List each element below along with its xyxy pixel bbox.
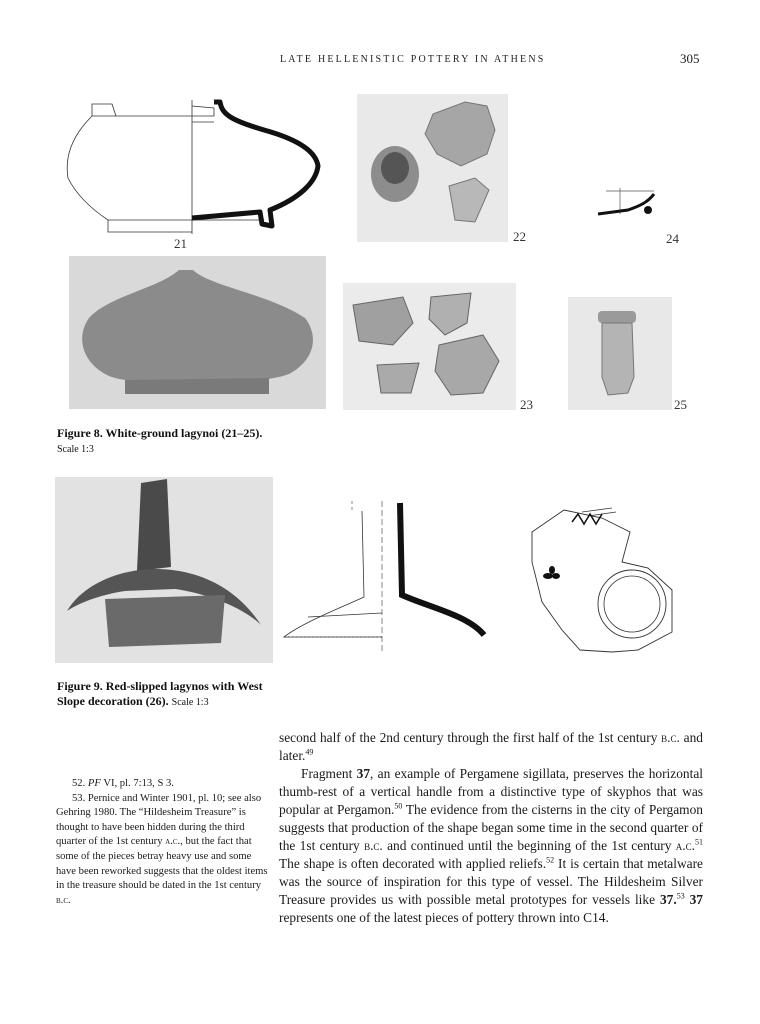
figure8-label: 22 [513, 229, 526, 244]
text-run: represents one of the latest pieces of pottery thrown into C14. [279, 910, 609, 925]
paragraph [279, 765, 703, 927]
figure8-photo-25 [568, 297, 672, 410]
footnote-52 [56, 777, 270, 792]
footnote-number: 52. [72, 778, 86, 789]
text-run: Fragment [301, 766, 353, 781]
footnote-53 [56, 792, 270, 909]
figure8-label: 24 [666, 231, 679, 246]
figure9-decoration-drawing [522, 502, 690, 670]
figure9-caption-scale: Scale 1:3 [171, 697, 209, 708]
body-text [279, 729, 703, 927]
figure8-photo-22 [357, 94, 508, 242]
page-number: 305 [680, 51, 700, 66]
figure9-caption-title: Figure 9. Red-slipped lagynos with West Slope decoration (26). [57, 679, 263, 708]
running-header: LATE HELLENISTIC POTTERY IN ATHENS [280, 54, 546, 65]
footnote-ref: 50 [394, 801, 403, 811]
text-run: , an example of Pergamene sigillata, preserves the horizontal thumb-rest of a vertical handle from a distinctive type of skyphos that was popular at Pergamon. [279, 766, 703, 817]
text-run: and continued until the beginning of the 1st century [387, 838, 672, 853]
abbrev-italic: PF [87, 778, 101, 789]
figure8-drawing-24 [592, 184, 662, 220]
figure8-caption-scale: Scale 1:3 [57, 444, 94, 455]
catalogue-ref: 37 [689, 892, 703, 907]
era-abbrev: b.c. [56, 894, 71, 906]
figure8-label: 21 [174, 236, 187, 251]
footnote-ref: 53 [676, 891, 685, 901]
figure8-caption-title: Figure 8. White-ground lagynoi (21–25). [57, 426, 263, 440]
footnote-ref: 49 [305, 747, 314, 757]
figure9-photo-26 [55, 477, 273, 663]
text-run: The evidence from the cisterns in the city of Pergamon suggests that production of the shape began some time in the second quarter of the 1st century [279, 802, 703, 853]
text-run: and later. [279, 730, 703, 763]
text-run: The shape is often decorated with applied reliefs. [279, 856, 547, 871]
figure8-label: 23 [520, 397, 533, 412]
figure8-photo-23 [343, 283, 516, 410]
paragraph [279, 729, 703, 765]
text-run: VI, pl. 7:13, S 3. [103, 778, 174, 789]
catalogue-ref: 37 [356, 766, 371, 781]
era-abbrev: b.c. [364, 838, 383, 853]
figure8-caption [57, 426, 267, 457]
era-abbrev: b.c. [661, 730, 680, 745]
figure9-caption [57, 679, 287, 710]
figure8-photo-21 [69, 256, 326, 409]
text-run: , but the fact that some of the pieces betray heavy use and some have been reworked suggests that the oldest items in the treasure should be dated in the 1st century [56, 836, 268, 892]
era-abbrev: a.c. [165, 836, 181, 848]
figure9-profile-drawing [278, 497, 494, 655]
text-run: It is certain that metalware was the source of inspiration for this type of vessel. The Hildesheim Silver Treasure provides us with possible metal prototypes for vessels like [279, 856, 703, 907]
figure8-label: 25 [674, 397, 687, 412]
figure8-drawing-21 [64, 94, 326, 236]
footnote-ref: 52 [546, 855, 555, 865]
text-run: 53. Pernice and Winter 1901, pl. 10; see also Gehring 1980. The “Hildesheim Treasure” is thought to have been hidden during the third quarter of the 1st century [56, 792, 262, 848]
footnote-ref: 51 [694, 837, 703, 847]
era-abbrev: a.c. [675, 838, 695, 853]
text-run: second half of the 2nd century through the first half of the 1st century [279, 730, 658, 745]
catalogue-ref: 37. [659, 892, 677, 907]
footnotes [56, 777, 270, 908]
